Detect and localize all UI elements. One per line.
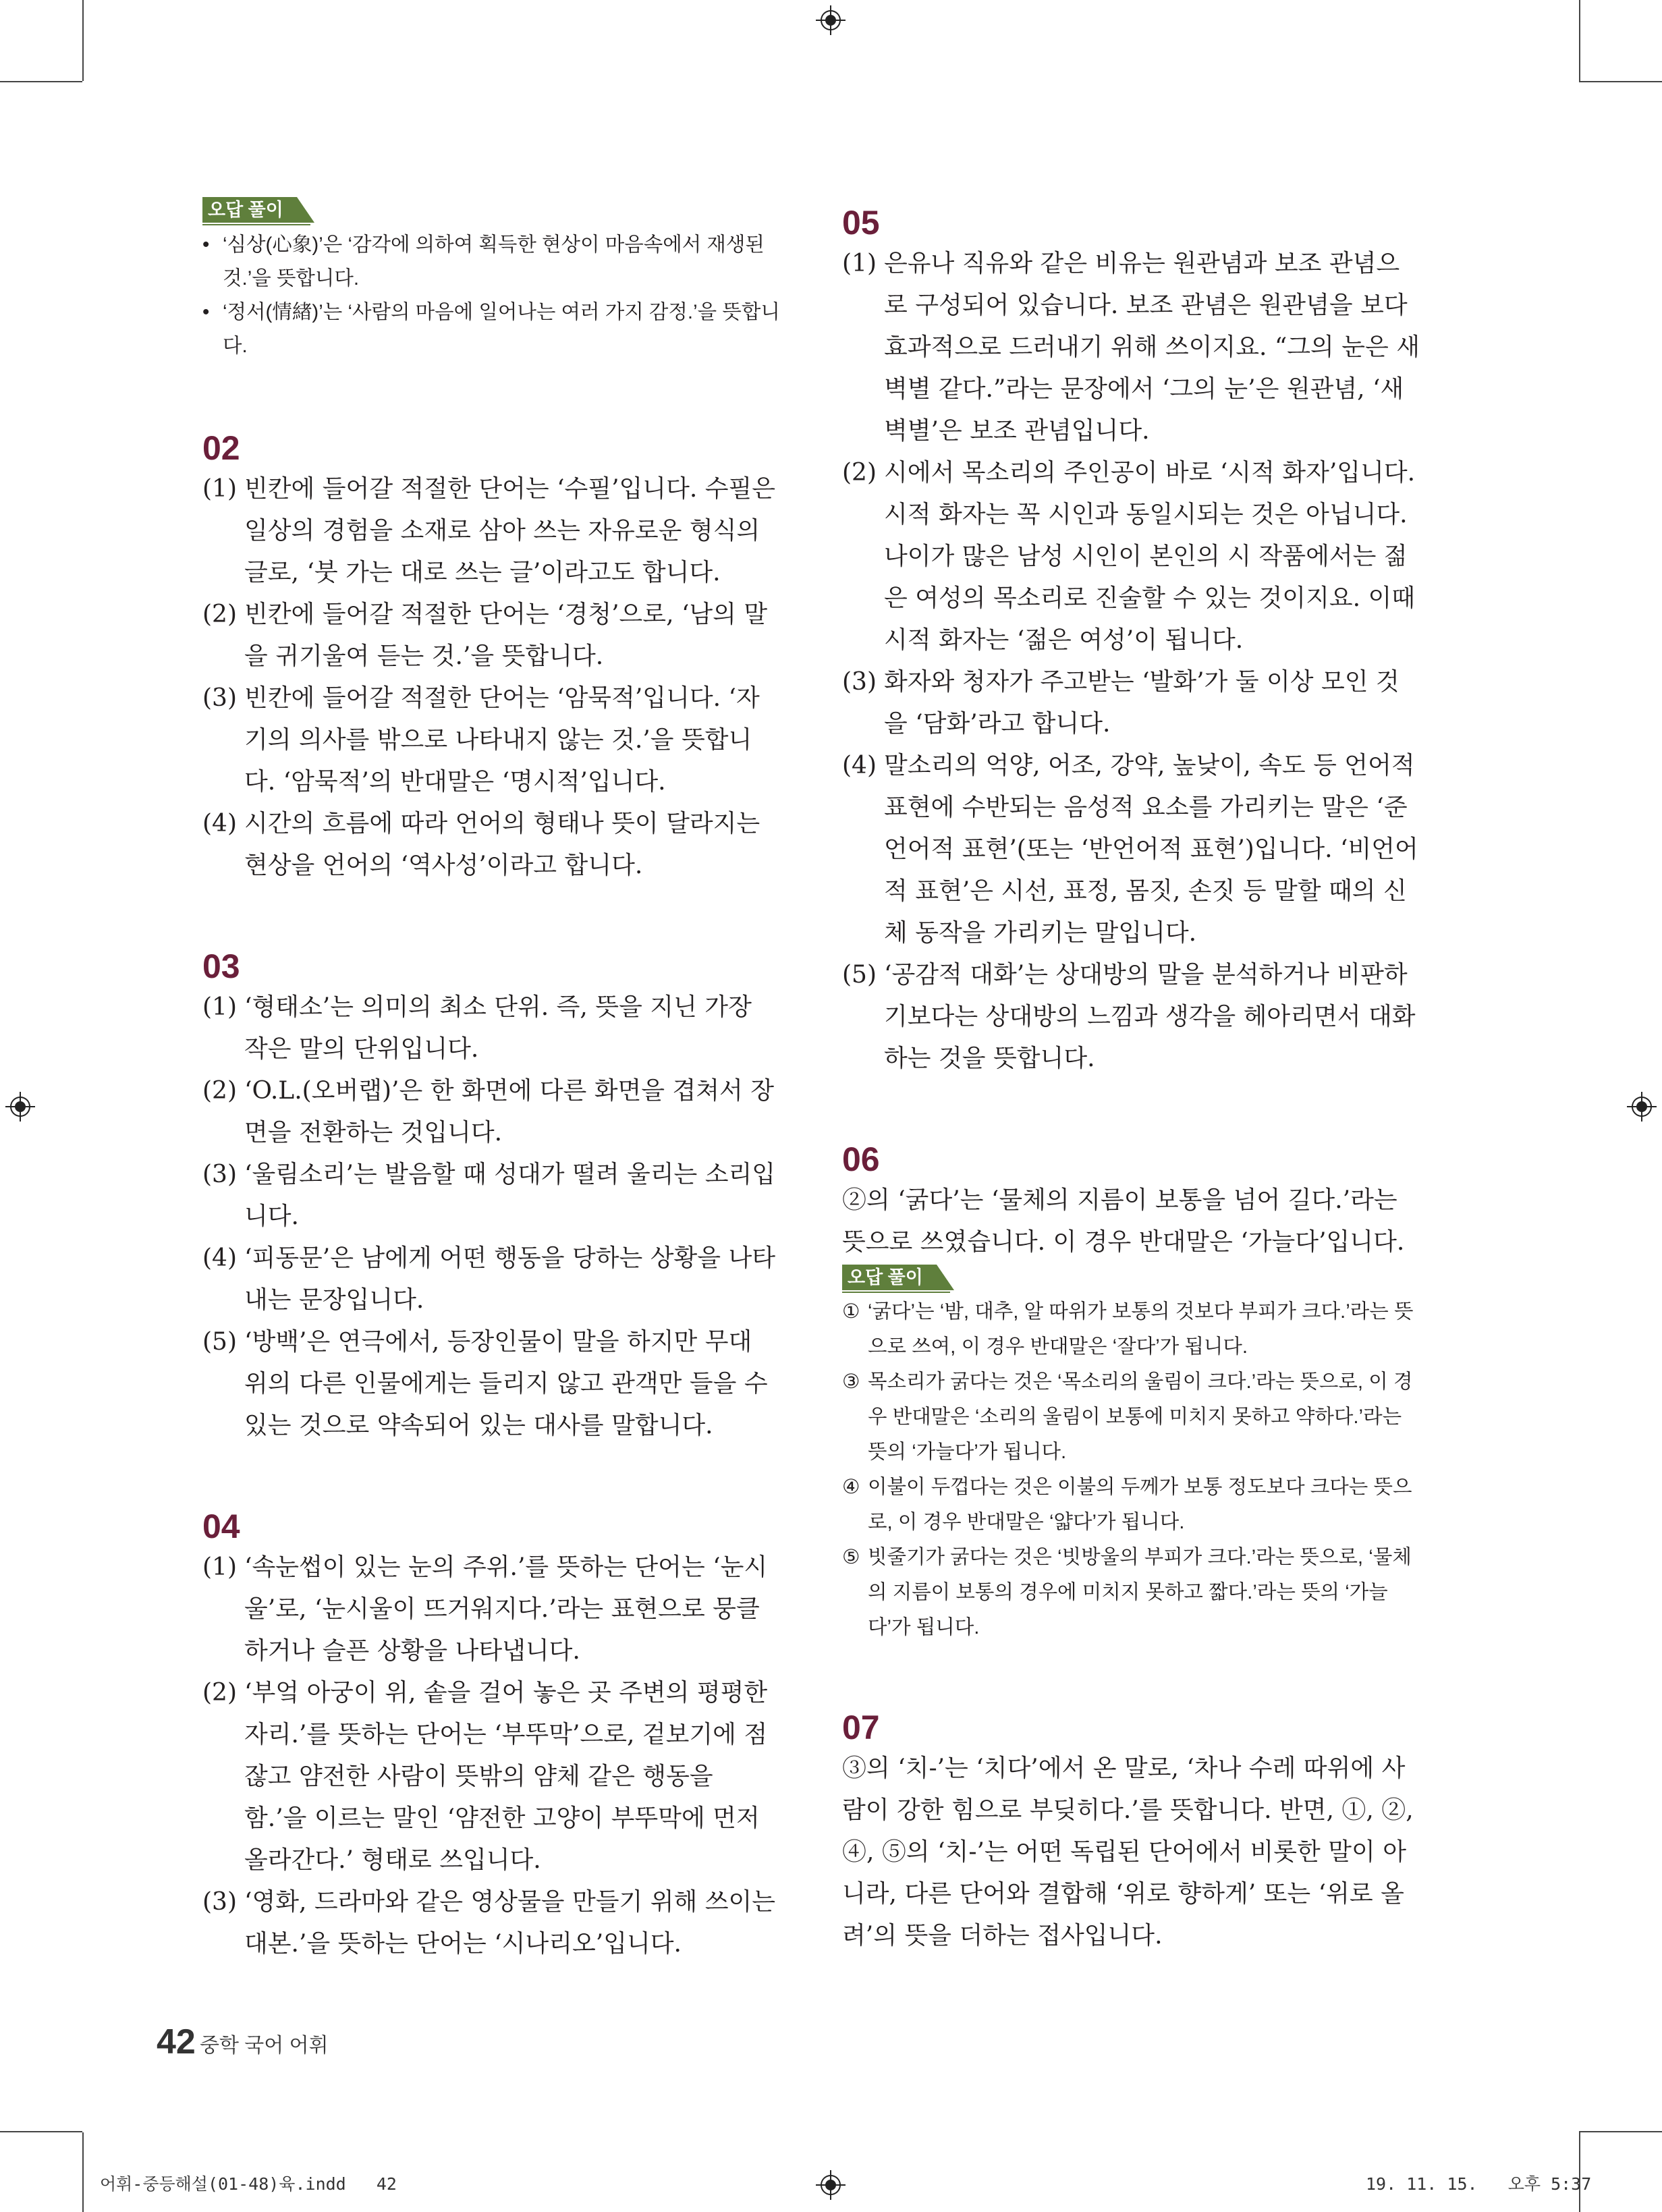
item-text: 시에서 목소리의 주인공이 바로 ‘시적 화자’입니다. 시적 화자는 꼭 시인과 동일시되는 것은 아닙니다. 나이가 많은 남성 시인이 본인의 시 작품에서는 젊은 여성의 목소리로 진술할 수 있는 것이지요. 이때 시적 화자는 ‘젊은 여성’이 됩니다.	[884, 459, 1416, 654]
answer-item	[842, 745, 1422, 954]
section-number: 06	[842, 1140, 880, 1178]
item-text: ‘영화, 드라마와 같은 영상물을 만들기 위해 쓰이는 대본.’을 뜻하는 단어는 ‘시나리오’입니다.	[244, 1888, 776, 1958]
item-marker: (3)	[202, 1161, 237, 1188]
item-marker: (4)	[202, 1244, 237, 1272]
item-text: 시간의 흐름에 따라 언어의 형태나 뜻이 달라지는 현상을 언어의 ‘역사성’이라고 합니다.	[244, 810, 760, 879]
wrong-answer-notes	[202, 228, 780, 363]
bullet: •	[202, 301, 210, 323]
item-marker: ⑤	[842, 1546, 860, 1568]
answer-item	[202, 1881, 780, 1965]
item-text: 빈칸에 들어갈 적절한 단어는 ‘암묵적’입니다. ‘자기의 의사를 밖으로 나타내지 않는 것.’을 뜻합니다. ‘암묵적’의 반대말은 ‘명시적’입니다.	[244, 684, 760, 796]
note-text: ‘굵다’는 ‘밤, 대추, 알 따위가 보통의 것보다 부피가 크다.’라는 뜻으로 쓰여, 이 경우 반대말은 ‘잘다’가 됩니다.	[868, 1300, 1414, 1358]
section-07	[842, 1707, 1422, 1957]
item-text: ‘공감적 대화’는 상대방의 말을 분석하거나 비판하기보다는 상대방의 느낌과 생각을 헤아리면서 대화하는 것을 뜻합니다.	[884, 961, 1416, 1072]
answer-item	[202, 1321, 780, 1447]
item-text: ‘형태소’는 의미의 최소 단위. 즉, 뜻을 지닌 가장 작은 말의 단위입니다.	[244, 993, 752, 1063]
item-marker: (1)	[842, 250, 877, 277]
crop-mark	[1579, 81, 1662, 82]
registration-mark-icon	[816, 2170, 846, 2200]
note-text: ‘심상(心象)’은 ‘감각에 의하여 획득한 현상이 마음속에서 재생된 것.’을 뜻합니다.	[223, 233, 765, 289]
section-number: 05	[842, 204, 880, 242]
slug-date: 19. 11. 15. 오후 5:37	[1366, 2174, 1592, 2194]
crop-mark	[1579, 2132, 1580, 2212]
answer-item	[202, 1672, 780, 1881]
item-text: 화자와 청자가 주고받는 ‘발화’가 둘 이상 모인 것을 ‘담화’라고 합니다.	[884, 668, 1400, 738]
section-05	[842, 202, 1422, 1080]
note-item	[842, 1294, 1422, 1364]
note-item	[842, 1540, 1422, 1645]
answer-item	[202, 1547, 780, 1672]
item-text: 은유나 직유와 같은 비유는 원관념과 보조 관념으로 구성되어 있습니다. 보조 관념은 원관념을 보다 효과적으로 드러내기 위해 쓰이지요. “그의 눈은 새벽별 같다.”라는 문장에서 ‘그의 눈’은 원관념, ‘새벽별’은 보조 관념입니다.	[884, 250, 1420, 445]
section-number: 02	[202, 429, 240, 467]
section-number: 07	[842, 1709, 880, 1746]
section-text: ③의 ‘치-’는 ‘치다’에서 온 말로, ‘차나 수레 따위에 사람이 강한 힘으로 부딪히다.’를 뜻합니다. 반면, ①, ②, ④, ⑤의 ‘치-’는 어떤 독립된 단어에서 비롯한 말이 아니라, 다른 단어와 결합해 ‘위로 향하게’ 또는 ‘위로 올려’의 뜻을 더하는 접사입니다.	[842, 1754, 1414, 1950]
registration-mark-icon	[5, 1092, 35, 1122]
item-text: 말소리의 억양, 어조, 강약, 높낮이, 속도 등 언어적 표현에 수반되는 음성적 요소를 가리키는 말은 ‘준언어적 표현’(또는 ‘반언어적 표현’)입니다. ‘비언어적 표현’은 시선, 표정, 몸짓, 손짓 등 말할 때의 신체 동작을 가리키는 말입니다.	[884, 752, 1418, 947]
item-marker: (5)	[202, 1328, 237, 1356]
item-text: ‘속눈썹이 있는 눈의 주위.’를 뜻하는 단어는 ‘눈시울’로, ‘눈시울이 뜨거워지다.’라는 표현으로 뭉클하거나 슬픈 상황을 나타냅니다.	[244, 1553, 768, 1665]
crop-mark	[0, 2131, 82, 2132]
item-marker: (5)	[842, 961, 877, 989]
item-marker: (3)	[202, 684, 237, 712]
item-text: ‘울림소리’는 발음할 때 성대가 떨려 울리는 소리입니다.	[244, 1161, 776, 1230]
section-number: 03	[202, 947, 240, 985]
answer-item	[202, 1154, 780, 1238]
item-marker: (3)	[202, 1888, 237, 1916]
note-text: 이불이 두껍다는 것은 이불의 두께가 보통 정도보다 크다는 뜻으로, 이 경우 반대말은 ‘얇다’가 됩니다.	[868, 1476, 1412, 1533]
book-title: 중학 국어 어휘	[200, 2035, 329, 2057]
item-marker: ④	[842, 1476, 860, 1498]
item-text: ‘부엌 아궁이 위, 솥을 걸어 놓은 곳 주변의 평평한 자리.’를 뜻하는 단어는 ‘부뚜막’으로, 겉보기에 점잖고 얌전한 사람이 뜻밖의 얌체 같은 행동을 함.’을 이르는 말인 ‘얌전한 고양이 부뚜막에 먼저 올라간다.’ 형태로 쓰입니다.	[244, 1679, 768, 1874]
crop-mark	[0, 81, 82, 82]
section-text: ②의 ‘굵다’는 ‘물체의 지름이 보통을 넘어 길다.’라는 뜻으로 쓰였습니다. 이 경우 반대말은 ‘가늘다’입니다.	[842, 1186, 1405, 1256]
answer-item	[202, 1238, 780, 1321]
item-text: 빈칸에 들어갈 적절한 단어는 ‘수필’입니다. 수필은 일상의 경험을 소재로 삼아 쓰는 자유로운 형식의 글로, ‘붓 가는 대로 쓰는 글’이라고도 합니다.	[244, 475, 776, 586]
right-column	[842, 202, 1422, 1957]
item-text: ‘방백’은 연극에서, 등장인물이 말을 하지만 무대 위의 다른 인물에게는 들리지 않고 관객만 들을 수 있는 것으로 약속되어 있는 대사를 말합니다.	[244, 1328, 768, 1439]
item-marker: (3)	[842, 668, 877, 696]
crop-mark	[82, 0, 84, 81]
registration-mark-icon	[816, 5, 846, 35]
item-marker: (2)	[202, 601, 237, 628]
bullet: •	[202, 233, 210, 256]
item-marker: (4)	[842, 752, 877, 779]
registration-mark-icon	[1627, 1092, 1657, 1122]
item-text: 빈칸에 들어갈 적절한 단어는 ‘경청’으로, ‘남의 말을 귀기울여 듣는 것.’을 뜻합니다.	[244, 601, 768, 670]
item-marker: (2)	[202, 1077, 237, 1105]
answer-item	[202, 803, 780, 887]
answer-item	[202, 987, 780, 1070]
answer-item	[842, 243, 1422, 452]
note-tag-wrap	[842, 1265, 950, 1293]
note-item	[202, 228, 780, 296]
crop-mark	[1579, 2131, 1662, 2132]
item-marker: (2)	[202, 1679, 237, 1707]
note-text: 빗줄기가 굵다는 것은 ‘빗방울의 부피가 크다.’라는 뜻으로, ‘물체의 지름이 보통의 경우에 미치지 못하고 짧다.’라는 뜻의 ‘가늘다’가 됩니다.	[868, 1546, 1412, 1638]
item-marker: (1)	[202, 1553, 237, 1581]
answer-item	[202, 594, 780, 678]
page-number: 42	[157, 2022, 196, 2062]
item-marker: ③	[842, 1371, 860, 1393]
answer-item	[842, 954, 1422, 1080]
wrong-answer-notes	[842, 1294, 1422, 1645]
item-text: ‘피동문’은 남에게 어떤 행동을 당하는 상황을 나타내는 문장입니다.	[244, 1244, 776, 1314]
answer-item	[202, 1070, 780, 1154]
slug-file-info: 어휘-중등해설(01-48)육.indd 42	[100, 2174, 397, 2194]
section-06	[842, 1139, 1422, 1645]
section-03	[202, 946, 780, 1447]
section-02	[202, 428, 780, 887]
wrong-answer-note-tag: 오답 풀이	[842, 1265, 937, 1290]
left-column	[202, 197, 780, 1965]
item-marker: (1)	[202, 475, 237, 503]
crop-mark	[82, 2132, 84, 2212]
item-text: ‘O.L.(오버랩)’은 한 화면에 다른 화면을 겹쳐서 장면을 전환하는 것입니다.	[244, 1077, 775, 1146]
answer-item	[842, 452, 1422, 661]
note-item	[842, 1364, 1422, 1470]
item-marker: (4)	[202, 810, 237, 837]
answer-item	[842, 661, 1422, 745]
note-tag-wrap	[202, 197, 310, 225]
note-text: 목소리가 굵다는 것은 ‘목소리의 울림이 크다.’라는 뜻으로, 이 경우 반대말은 ‘소리의 울림이 보통에 미치지 못하고 약하다.’라는 뜻의 ‘가늘다’가 됩니다.	[868, 1371, 1413, 1463]
section-04	[202, 1506, 780, 1965]
crop-mark	[1579, 0, 1580, 81]
note-item	[202, 296, 780, 363]
answer-item	[202, 468, 780, 594]
section-number: 04	[202, 1508, 240, 1545]
item-marker: (1)	[202, 993, 237, 1021]
wrong-answer-note-tag: 오답 풀이	[202, 197, 297, 223]
note-text: ‘정서(情緖)’는 ‘사람의 마음에 일어나는 여러 가지 감정.’을 뜻합니다.	[223, 301, 780, 357]
answer-item	[202, 678, 780, 803]
note-item	[842, 1470, 1422, 1540]
item-marker: (2)	[842, 459, 877, 487]
item-marker: ①	[842, 1300, 860, 1323]
